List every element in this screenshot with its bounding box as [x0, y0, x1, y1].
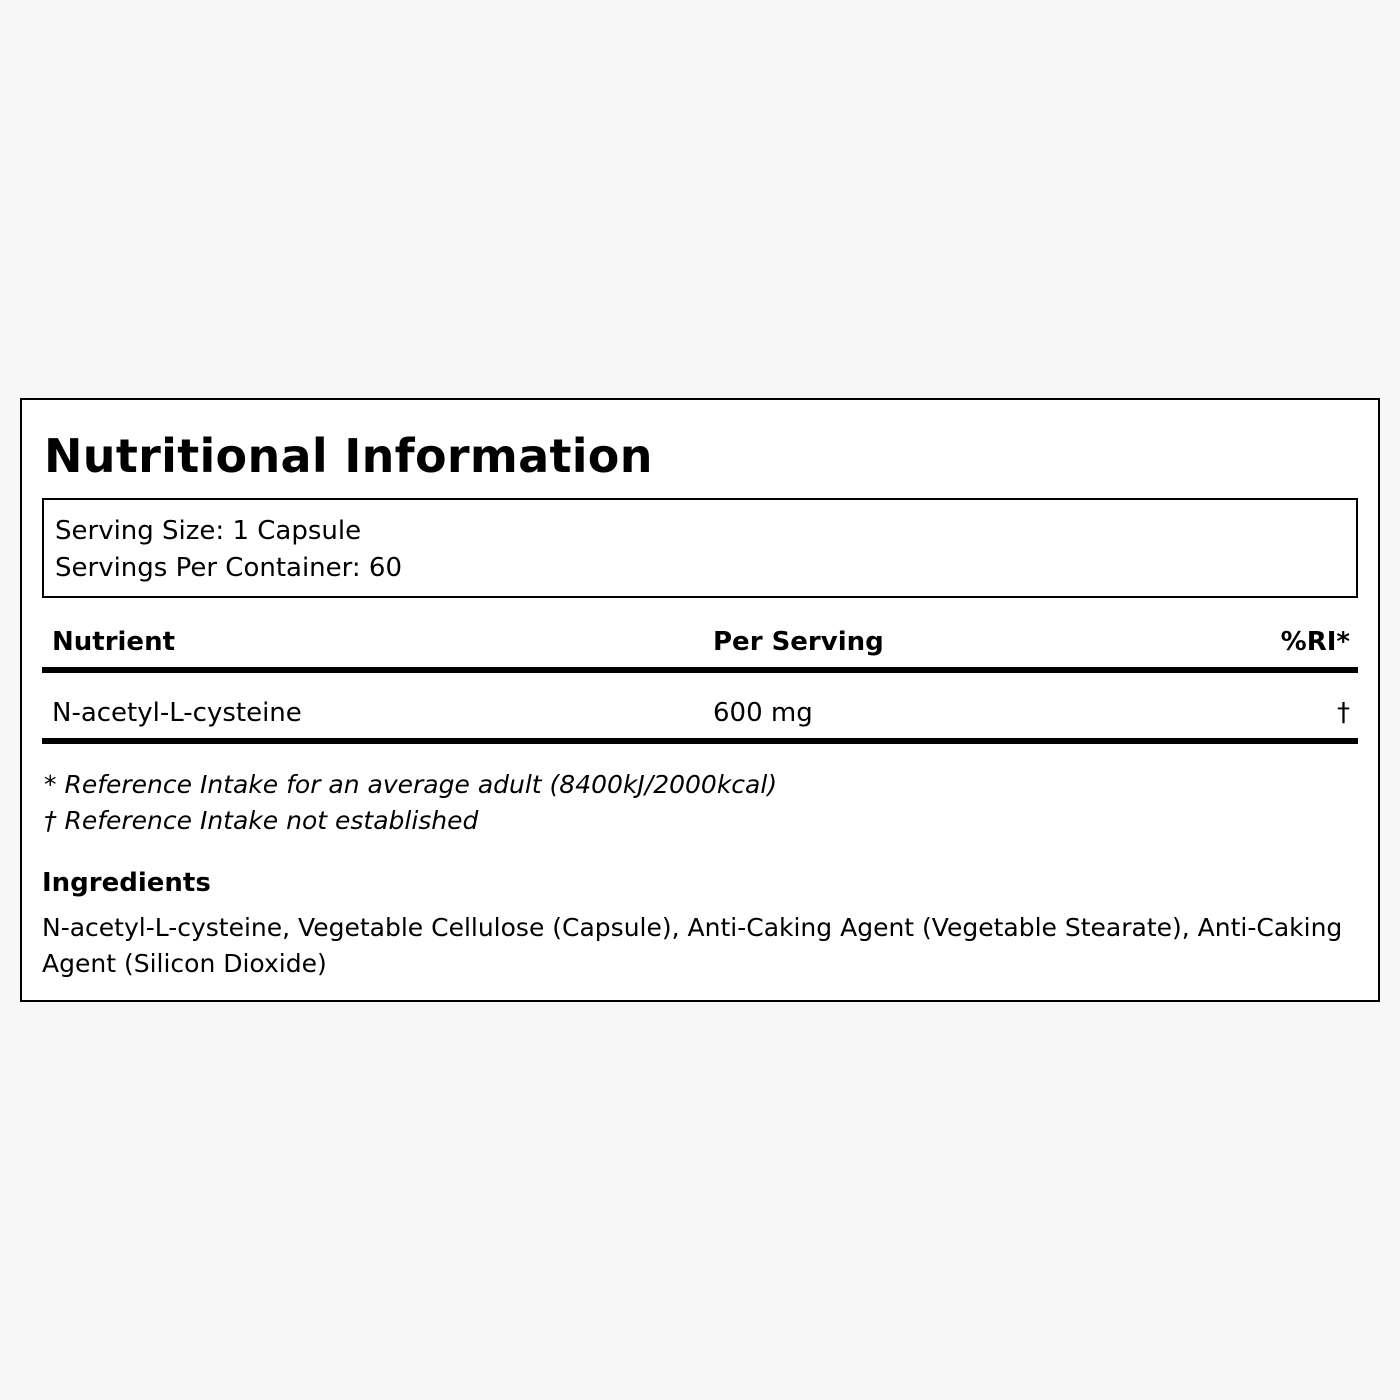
header-ri: %RI*: [1280, 627, 1350, 657]
header-nutrient: Nutrient: [52, 627, 176, 657]
serving-size: Serving Size: 1 Capsule: [55, 516, 362, 546]
footnote-not-established: † Reference Intake not established: [44, 806, 479, 835]
panel-title: Nutritional Information: [44, 429, 653, 483]
cell-ri: †: [1337, 698, 1350, 728]
cell-per-serving: 600 mg: [713, 698, 813, 728]
serving-info-box: [42, 498, 1358, 598]
header-per-serving: Per Serving: [713, 627, 884, 657]
table-bottom-divider: [42, 738, 1358, 744]
footnote-reference-intake: * Reference Intake for an average adult (8400kJ/2000kcal): [44, 770, 778, 799]
servings-per-container: Servings Per Container: 60: [55, 553, 403, 583]
nutrition-panel: [20, 398, 1380, 1002]
cell-nutrient: N-acetyl-L-cysteine: [52, 698, 302, 728]
header-divider: [42, 667, 1358, 673]
ingredients-heading: Ingredients: [42, 868, 211, 898]
ingredients-text: N-acetyl-L-cysteine, Vegetable Cellulose (Capsule), Anti-Caking Agent (Vegetable Stearate), Anti-Caking Agent (Silicon Dioxide): [42, 913, 1343, 978]
